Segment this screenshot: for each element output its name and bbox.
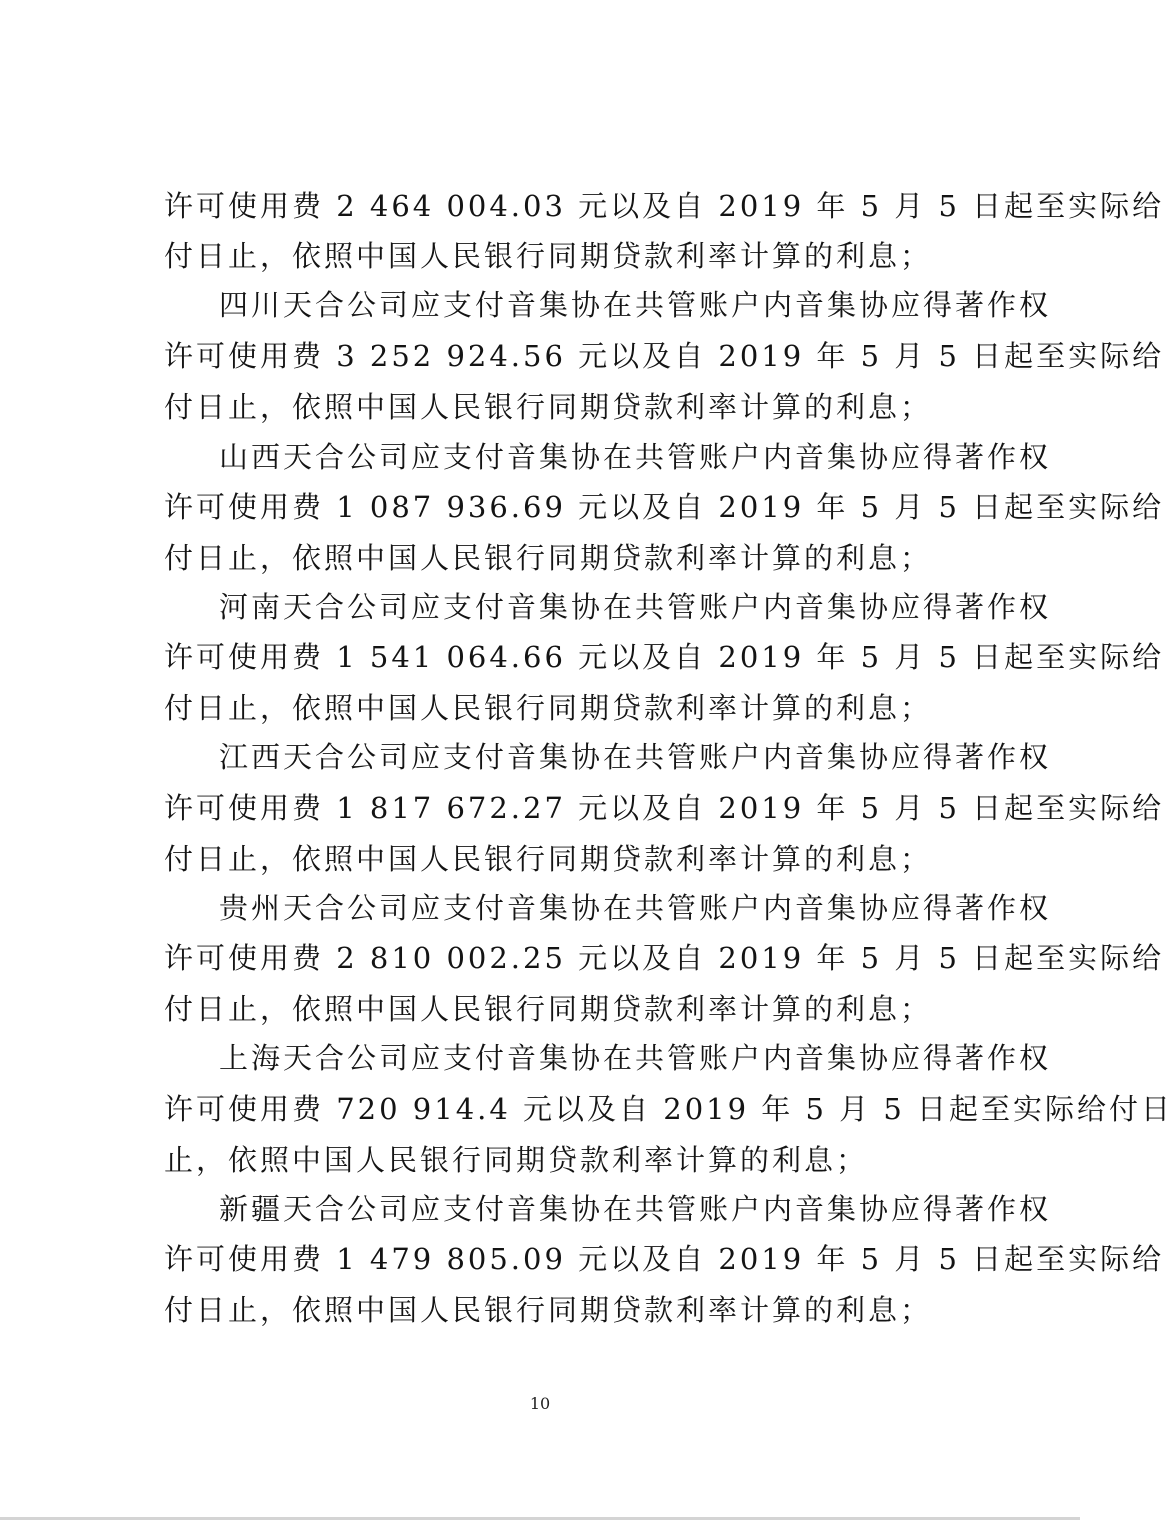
- text-line: 付日止，依照中国人民银行同期贷款利率计算的利息；: [164, 691, 933, 725]
- paragraph-first-line: 上海天合公司应支付音集协在共管账户内音集协应得著作权: [219, 1041, 1052, 1075]
- text-line: 许可使用费 1 479 805.09 元以及自 2019 年 5 月 5 日起至实际给: [164, 1242, 1165, 1276]
- paragraph-first-line: 山西天合公司应支付音集协在共管账户内音集协应得著作权: [219, 440, 1052, 474]
- text-line: 付日止，依照中国人民银行同期贷款利率计算的利息；: [164, 842, 933, 876]
- text-line: 付日止，依照中国人民银行同期贷款利率计算的利息；: [164, 390, 933, 424]
- text-line: 付日止，依照中国人民银行同期贷款利率计算的利息；: [164, 541, 933, 575]
- paragraph-first-line: 新疆天合公司应支付音集协在共管账户内音集协应得著作权: [219, 1192, 1052, 1226]
- text-line: 止，依照中国人民银行同期贷款利率计算的利息；: [164, 1143, 869, 1177]
- page-bottom-edge: [0, 1517, 1080, 1520]
- text-line: 付日止，依照中国人民银行同期贷款利率计算的利息；: [164, 239, 933, 273]
- text-line: 许可使用费 2 464 004.03 元以及自 2019 年 5 月 5 日起至实际给: [164, 189, 1165, 223]
- text-line: 许可使用费 1 817 672.27 元以及自 2019 年 5 月 5 日起至实际给: [164, 791, 1165, 825]
- page-number: 10: [529, 1394, 551, 1413]
- text-line: 许可使用费 2 810 002.25 元以及自 2019 年 5 月 5 日起至实际给: [164, 941, 1165, 975]
- paragraph-first-line: 江西天合公司应支付音集协在共管账户内音集协应得著作权: [219, 740, 1052, 774]
- text-line: 许可使用费 1 087 936.69 元以及自 2019 年 5 月 5 日起至实际给: [164, 490, 1165, 524]
- text-line: 许可使用费 3 252 924.56 元以及自 2019 年 5 月 5 日起至实际给: [164, 339, 1165, 373]
- paragraph-first-line: 贵州天合公司应支付音集协在共管账户内音集协应得著作权: [219, 891, 1052, 925]
- text-line: 许可使用费 720 914.4 元以及自 2019 年 5 月 5 日起至实际给付日: [164, 1092, 1173, 1126]
- text-line: 许可使用费 1 541 064.66 元以及自 2019 年 5 月 5 日起至实际给: [164, 640, 1165, 674]
- paragraph-first-line: 河南天合公司应支付音集协在共管账户内音集协应得著作权: [219, 590, 1052, 624]
- text-line: 付日止，依照中国人民银行同期贷款利率计算的利息；: [164, 1293, 933, 1327]
- text-line: 付日止，依照中国人民银行同期贷款利率计算的利息；: [164, 992, 933, 1026]
- paragraph-first-line: 四川天合公司应支付音集协在共管账户内音集协应得著作权: [219, 288, 1052, 322]
